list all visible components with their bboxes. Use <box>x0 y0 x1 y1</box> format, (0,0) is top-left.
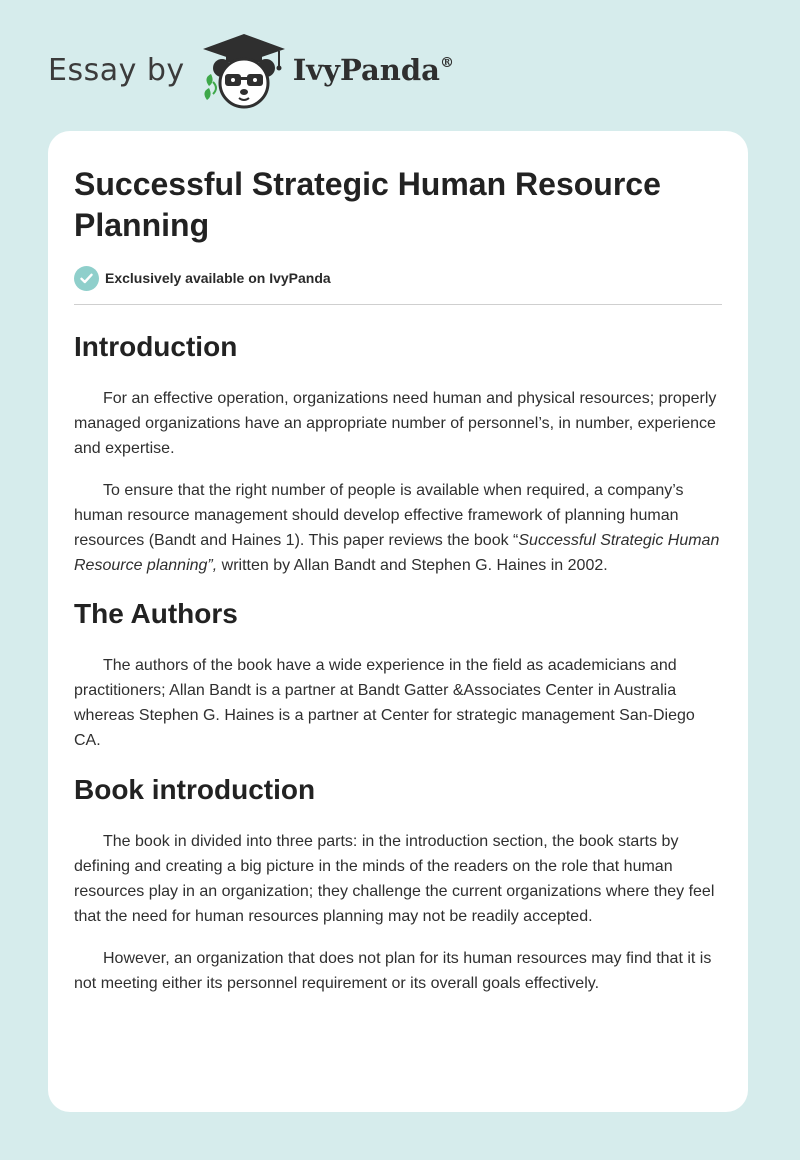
essay-title: Successful Strategic Human Resource Planning <box>74 166 661 243</box>
section-heading-book-introduction: Book introduction <box>74 774 316 805</box>
exclusive-badge <box>74 265 722 291</box>
paragraph: However, an organization that does not plan for its human resources may find that it is not meeting either its personnel requirement or its overall goals effectively. <box>74 950 712 992</box>
panda-graduate-logo-icon <box>199 30 289 110</box>
section-heading-authors: The Authors <box>74 598 238 629</box>
section-heading-introduction: Introduction <box>74 331 238 362</box>
brand-prefix: Essay by <box>48 52 185 88</box>
essay-card <box>48 131 748 1112</box>
book-title-italic: Successful Strategic Human Resource planning”, <box>74 532 720 574</box>
exclusive-badge-label: Exclusively available on IvyPanda <box>105 270 331 286</box>
paragraph: The authors of the book have a wide experience in the field as academicians and practitioners; Allan Bandt is a partner at Bandt Gatter &Associates Center in Australia whereas Stephen G. Haines is a partner at Center for strategic management San-Diego CA. <box>74 657 695 749</box>
brand-header[interactable] <box>48 30 454 110</box>
brand-name: IvyPanda® <box>292 53 454 87</box>
check-circle-icon <box>74 266 99 291</box>
title-divider <box>74 304 722 305</box>
registered-mark: ® <box>439 55 454 71</box>
paragraph: To ensure that the right number of people is available when required, a company’s human resource management should develop effective framework of planning human resources (Bandt and Haines 1). This paper reviews the book “Successful Strategic Human Resource planning”, written by Allan Bandt and Stephen G. Haines in 2002. <box>74 482 720 574</box>
paragraph: The book in divided into three parts: in the introduction section, the book starts by defining and creating a big picture in the minds of the readers on the role that human resources play in an organization; they challenge the current organizations where they feel that the need for human resources planning may not be readily accepted. <box>74 833 715 925</box>
paragraph: For an effective operation, organizations need human and physical resources; properly managed organizations have an appropriate number of personnel’s, in number, experience and expertise. <box>74 390 717 457</box>
